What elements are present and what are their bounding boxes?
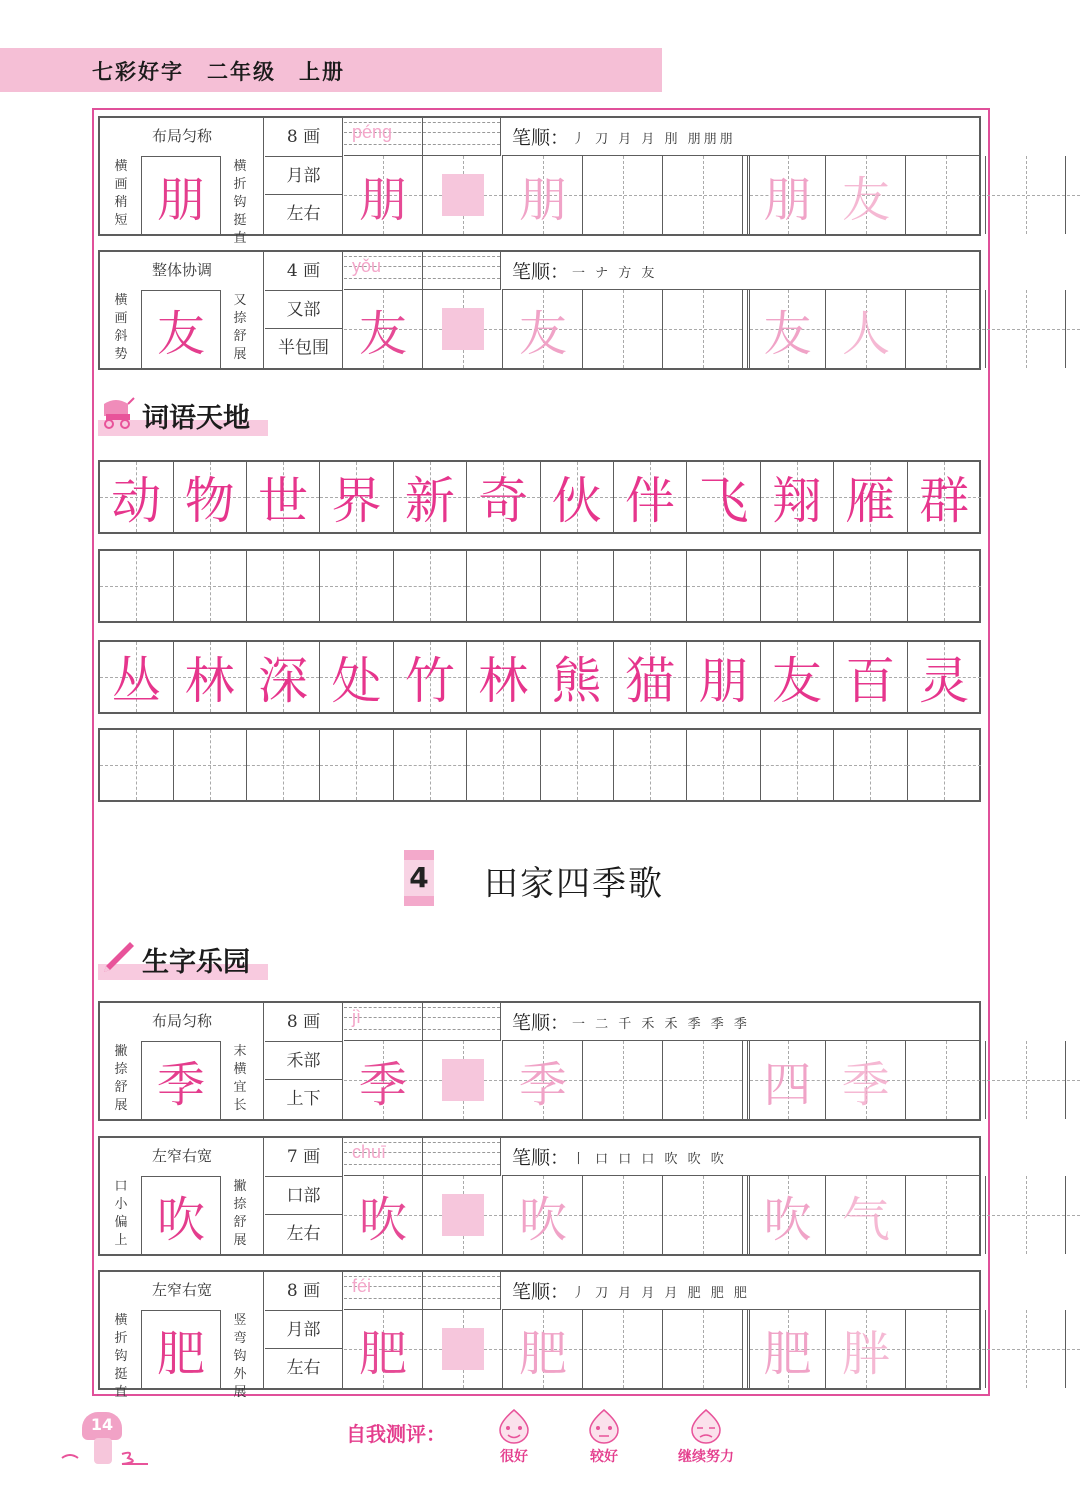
pinyin: jì [352,1007,361,1027]
pinyin-writing-lines [344,1272,501,1310]
practice-cell[interactable] [1067,290,1080,368]
vocab-cell[interactable] [320,551,394,621]
vocab-cell[interactable] [687,551,761,621]
practice-cell[interactable] [987,156,1066,234]
char-card-peng [98,116,981,246]
practice-cell[interactable] [504,156,583,234]
vocab-cell[interactable] [614,551,688,621]
practice-char: 朋 [358,171,407,228]
left-tip: 撇捺舒展 [114,1044,128,1113]
stroke-order-label: 笔顺： [512,1012,570,1034]
vocab-char: 熊 [551,652,602,710]
vocab-cell[interactable] [320,730,394,800]
vocab-practice-row-2 [98,728,981,802]
practice-cell[interactable] [1067,1310,1080,1388]
vocab-char: 林 [184,652,235,710]
practice-char: 吹 [358,1191,407,1248]
practice-char [1067,156,1080,234]
vocab-cell [687,642,761,712]
practice-cell[interactable] [747,1310,826,1388]
demo-character: 肥 [141,1310,221,1388]
vocab-cell [467,462,541,532]
practice-char [664,290,742,368]
practice-char [1067,290,1080,368]
vocab-cell[interactable] [100,551,174,621]
practice-char [1067,1041,1080,1119]
practice-char [907,156,985,234]
practice-cell[interactable] [344,1041,423,1119]
worried-face-icon[interactable] [686,1408,726,1444]
demo-character: 吹 [141,1176,221,1254]
vocab-char: 林 [478,652,529,710]
stroke-order-label: 笔顺： [512,1147,570,1169]
vocab-cell [467,642,541,712]
vocab-cell[interactable] [540,730,614,800]
card-info [100,1272,264,1400]
vocab-cell[interactable] [247,551,321,621]
vocab-char: 物 [184,472,235,530]
card-info [100,252,264,368]
practice-cell[interactable] [344,1310,423,1388]
practice-cell[interactable] [987,1176,1066,1254]
practice-char: 吹 [763,1191,812,1248]
practice-char [987,1310,1065,1388]
vocab-char: 百 [845,652,896,710]
vocab-cell[interactable] [834,551,908,621]
practice-cell[interactable] [747,290,826,368]
practice-char [907,1041,985,1119]
practice-cells [344,290,979,368]
practice-cell[interactable] [907,290,986,368]
demo-character: 季 [141,1041,221,1119]
practice-char: 吹 [518,1191,567,1248]
vocab-cell[interactable] [394,551,468,621]
structure: 上下 [286,1089,321,1110]
vocab-cell[interactable] [907,551,981,621]
char-meta [265,1272,343,1388]
stroke-order-sequence: 丨 口 口 口 吹 吹 吹 [572,1152,727,1167]
right-tip: 撇捺舒展 [233,1179,247,1248]
practice-char: 友 [518,305,567,362]
vocab-cell[interactable] [540,551,614,621]
vocab-cell [173,642,247,712]
practice-cell[interactable] [747,1176,826,1254]
vocab-cell [907,642,981,712]
practice-char [664,1176,742,1254]
vocab-cell [100,462,174,532]
practice-cell[interactable] [584,1041,663,1119]
practice-cell[interactable] [664,156,743,234]
layout-tip: 布局匀称 [151,1012,212,1030]
practice-char: 气 [841,1191,890,1248]
vocab-char: 界 [331,472,382,530]
vocab-grid-row-1 [98,460,981,534]
char-meta [265,1138,343,1254]
practice-char [584,1041,662,1119]
structure: 左右 [286,204,321,225]
vocab-cell [834,462,908,532]
vocab-cell[interactable] [173,730,247,800]
practice-cell[interactable] [907,1310,986,1388]
right-tip: 末横宜长 [233,1044,247,1113]
char-card-ji [98,1001,981,1121]
practice-cell[interactable] [747,1041,826,1119]
vocab-cell[interactable] [687,730,761,800]
pinyin-writing-lines [344,118,501,156]
vocab-cell[interactable] [761,551,835,621]
practice-char: 肥 [763,1325,812,1382]
stroke-order-label: 笔顺： [512,1281,570,1303]
lesson-number: 4 [404,860,434,896]
left-tip: 口小偏上 [114,1179,128,1248]
practice-cell[interactable] [987,290,1066,368]
practice-char [664,1041,742,1119]
practice-cell[interactable] [504,290,583,368]
practice-cell[interactable] [344,1176,423,1254]
section-heading-words [98,392,268,436]
practice-char: 季 [358,1056,407,1113]
vocab-cell [320,462,394,532]
char-meta [265,118,343,234]
vocab-char: 竹 [404,652,455,710]
demo-character: 友 [141,290,221,368]
practice-cell[interactable] [424,290,503,368]
vocab-cell [394,642,468,712]
vocab-cell[interactable] [394,730,468,800]
left-tip: 横折钩挺直 [114,1313,128,1400]
practice-cell[interactable] [584,1176,663,1254]
practice-char: 季 [518,1056,567,1113]
vocab-cell [834,642,908,712]
practice-char: 四 [763,1056,812,1113]
practice-char: 肥 [358,1325,407,1382]
vocab-cell [761,462,835,532]
practice-char [424,1041,502,1119]
stroke-order-label: 笔顺： [512,127,570,149]
practice-char: 友 [763,305,812,362]
practice-cell[interactable] [424,1310,503,1388]
practice-cell[interactable] [664,1176,743,1254]
practice-cell[interactable] [584,156,663,234]
practice-cell[interactable] [424,1176,503,1254]
char-card-fei [98,1270,981,1400]
practice-char [987,290,1065,368]
vocab-char: 深 [258,652,309,710]
char-card-you [98,250,981,370]
left-tip: 横画稍短 [114,159,128,228]
pinyin-writing-lines [344,252,501,290]
stroke-count: 8 画 [265,1272,342,1311]
practice-char [424,1310,502,1388]
practice-cell[interactable] [907,1041,986,1119]
structure: 半包围 [278,338,329,359]
page-number: 14 [82,1412,122,1440]
vocab-cell [247,642,321,712]
practice-char [584,290,662,368]
practice-char: 朋 [763,171,812,228]
practice-cell[interactable] [584,290,663,368]
practice-cell[interactable] [424,156,503,234]
vocab-char: 灵 [919,652,970,710]
vocab-char: 友 [771,652,822,710]
card-info [100,1138,264,1254]
structure: 左右 [286,1358,321,1379]
layout-tip: 左窄右宽 [151,1147,212,1165]
vocab-cell [100,642,174,712]
lesson-title: 田家四季歌 [484,864,664,904]
vocab-cell [614,642,688,712]
practice-cell[interactable] [827,1041,906,1119]
radical: 月部 [265,1311,342,1350]
vocab-cell [761,642,835,712]
lesson-number-badge [404,850,434,906]
vocab-cell[interactable] [761,730,835,800]
practice-cell[interactable] [344,156,423,234]
vocab-cell [540,462,614,532]
left-tip: 横画斜势 [114,293,128,362]
practice-cell[interactable] [747,156,826,234]
stroke-order-sequence: 一 二 千 禾 禾 季 季 季 [572,1017,750,1032]
stroke-order-label: 笔顺： [512,261,570,283]
practice-char [664,156,742,234]
practice-cell[interactable] [827,1310,906,1388]
practice-cell[interactable] [584,1310,663,1388]
pinyin-writing-lines [344,1138,501,1176]
vocab-cell [247,462,321,532]
vocab-char: 朋 [698,652,749,710]
pinyin: yǒu [352,256,382,276]
rating-label-very-good: 很好 [500,1449,528,1465]
layout-tip: 左窄右宽 [151,1281,212,1299]
card-info [100,1003,264,1119]
vocab-cell[interactable] [834,730,908,800]
stroke-count: 8 画 [265,1003,342,1042]
practice-char: 朋 [518,171,567,228]
practice-cell[interactable] [344,290,423,368]
vocab-cell [173,462,247,532]
self-eval-label: 自我测评： [346,1422,446,1446]
right-tip: 横折钩挺直 [233,159,247,246]
practice-char [584,1176,662,1254]
practice-char [584,156,662,234]
layout-tip: 布局匀称 [151,127,212,145]
practice-char [424,290,502,368]
practice-cells [344,1310,979,1388]
stroller-icon [100,396,136,430]
practice-cell[interactable] [664,1041,743,1119]
practice-cell[interactable] [907,1176,986,1254]
vocab-char: 群 [919,472,970,530]
structure: 左右 [286,1224,321,1245]
vocab-cell[interactable] [907,730,981,800]
char-meta [265,252,343,368]
stroke-count: 7 画 [265,1138,342,1177]
practice-char [987,1041,1065,1119]
practice-char [424,1176,502,1254]
demo-character: 朋 [141,156,221,234]
practice-char [1067,1176,1080,1254]
practice-char: 肥 [518,1325,567,1382]
practice-char: 友 [358,305,407,362]
squiggle-decoration [60,1448,150,1468]
section-heading-label: 生字乐园 [142,947,250,978]
practice-char [907,1310,985,1388]
vocab-char: 丛 [111,652,162,710]
smiley-face-icon[interactable] [494,1408,534,1444]
vocab-cell [320,642,394,712]
practice-char [584,1310,662,1388]
practice-cell[interactable] [504,1041,583,1119]
rating-label-keep-trying: 继续努力 [678,1449,734,1465]
stroke-count: 4 画 [265,252,342,291]
stroke-order-sequence: 一 ナ 方 友 [572,266,658,281]
practice-cell[interactable] [1067,1041,1080,1119]
vocab-cell [614,462,688,532]
vocab-char: 动 [111,472,162,530]
practice-cells [344,156,979,234]
vocab-char: 奇 [478,472,529,530]
practice-char: 友 [841,171,890,228]
radical: 月部 [265,157,342,196]
practice-cell[interactable] [827,290,906,368]
rating-label-good: 较好 [590,1449,618,1465]
practice-char: 季 [841,1056,890,1113]
pencil-icon [100,940,136,974]
practice-cell[interactable] [827,156,906,234]
practice-char [907,1176,985,1254]
layout-tip: 整体协调 [151,261,212,279]
vocab-grid-row-2 [98,640,981,714]
vocab-practice-row-1 [98,549,981,623]
radical: 禾部 [265,1042,342,1081]
section-heading-label: 词语天地 [142,403,250,434]
stroke-order-sequence: 丿 刀 月 月 刖 朋朋朋 [572,132,736,147]
vocab-char: 世 [258,472,309,530]
vocab-char: 飞 [698,472,749,530]
vocab-cell [907,462,981,532]
practice-cell[interactable] [987,1041,1066,1119]
practice-char: 人 [841,305,890,362]
stroke-order-sequence: 丿 刀 月 月 月 肥 肥 肥 [572,1286,750,1301]
practice-cells [344,1041,979,1119]
vocab-cell [540,642,614,712]
practice-char [664,1310,742,1388]
radical: 口部 [265,1177,342,1216]
page-header-title: 七彩好字 二年级 上册 [92,60,345,84]
practice-char [987,156,1065,234]
vocab-char: 翔 [771,472,822,530]
practice-char [907,290,985,368]
practice-char: 胖 [841,1325,890,1382]
char-meta [265,1003,343,1119]
practice-char [424,156,502,234]
pinyin: chuī [352,1142,387,1162]
vocab-char: 猫 [625,652,676,710]
practice-cell[interactable] [987,1310,1066,1388]
pinyin: péng [352,122,393,142]
vocab-char: 雁 [845,472,896,530]
vocab-char: 新 [404,472,455,530]
section-heading-chars [98,936,268,980]
practice-char [1067,1310,1080,1388]
practice-cell[interactable] [664,1310,743,1388]
vocab-char: 处 [331,652,382,710]
radical: 又部 [265,291,342,330]
practice-cell[interactable] [664,290,743,368]
practice-cell[interactable] [827,1176,906,1254]
practice-cell[interactable] [1067,1176,1080,1254]
right-tip: 竖弯钩外展 [233,1313,247,1400]
vocab-cell[interactable] [100,730,174,800]
vocab-cell[interactable] [467,551,541,621]
content-face-icon[interactable] [584,1408,624,1444]
right-tip: 又捺舒展 [233,293,247,362]
char-card-chui [98,1136,981,1256]
vocab-cell[interactable] [467,730,541,800]
vocab-char: 伴 [625,472,676,530]
vocab-cell[interactable] [247,730,321,800]
practice-cells [344,1176,979,1254]
vocab-cell[interactable] [614,730,688,800]
practice-char [987,1176,1065,1254]
card-info [100,118,264,246]
pinyin: féi [352,1276,372,1296]
vocab-char: 伙 [551,472,602,530]
stroke-count: 8 画 [265,118,342,157]
practice-cell[interactable] [504,1310,583,1388]
practice-cell[interactable] [907,156,986,234]
vocab-cell [687,462,761,532]
pinyin-writing-lines [344,1003,501,1041]
practice-cell[interactable] [424,1041,503,1119]
practice-cell[interactable] [504,1176,583,1254]
vocab-cell[interactable] [173,551,247,621]
practice-cell[interactable] [1067,156,1080,234]
vocab-cell [394,462,468,532]
